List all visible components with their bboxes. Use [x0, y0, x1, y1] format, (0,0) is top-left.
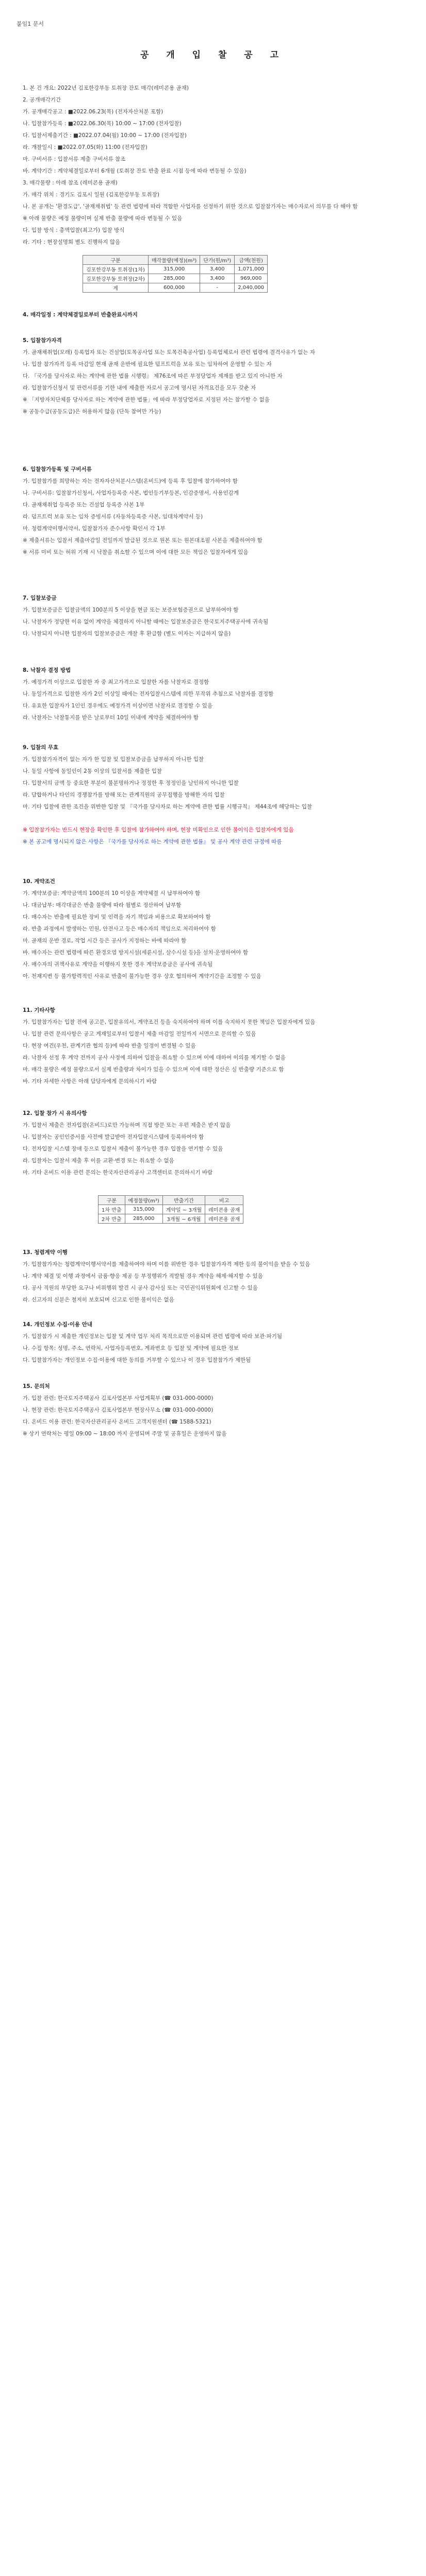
text-line: 가. 입찰참가자격이 없는 자가 한 입찰 및 입찰보증금을 납부하지 아니한 입찰: [23, 756, 204, 762]
warning-notice: ※ 입찰참가자는 반드시 현장을 확인한 후 입찰에 참가하여야 하며, 현장 미확인으로 인한 불이익은 입찰자에게 있음: [23, 827, 294, 833]
text-line: 다. 입찰서의 금액 등 중요한 부분이 불분명하거나 정정한 후 정정인을 날인하지 아니한 입찰: [23, 780, 239, 786]
text-line: 가. 예정가격 이상으로 입찰한 자 중 최고가격으로 입찰한 자를 낙찰자로 결정함: [23, 679, 209, 685]
table-header-cell: 단가(원/m³): [200, 256, 235, 265]
text-line: 바. 계약기간 : 계약체결일로부터 6개월 (토취장 잔토 반출 완료 시점 등에 따라 변동될 수 있음): [23, 168, 247, 174]
text-line: 2. 공개매각기간: [23, 97, 61, 103]
text-line: 라. 입찰참가신청서 및 관련서류를 기한 내에 제출한 자로서 공고에 명시된 자격요건을 모두 갖춘 자: [23, 385, 256, 391]
table-cell: 3개월 ~ 6개월: [162, 1214, 205, 1224]
table-header-cell: 비고: [205, 1196, 243, 1205]
table-cell: 레미콘용 골재: [205, 1205, 243, 1214]
text-line: 3. 매각물량 : 아래 참조 (레미콘용 골재): [23, 180, 118, 186]
schedule-table: [98, 1195, 243, 1224]
table-cell: 김포한강부동 토취장(2차): [83, 274, 149, 283]
table-cell: 315,000: [148, 265, 200, 274]
text-line: 다. 전자입찰 시스템 장애 등으로 입찰서 제출이 불가능한 경우 입찰을 연기할 수 있음: [23, 1146, 223, 1152]
section-heading: 6. 입찰참가등록 및 구비서류: [23, 466, 92, 472]
text-line: 1. 본 건 개요: 2022년 김포한강부동 토취장 잔토 매각(레미콘용 골재): [23, 85, 189, 91]
table-cell: 1차 반출: [99, 1205, 125, 1214]
table-header-cell: 구분: [99, 1196, 125, 1205]
section-heading: 4. 매각일정 : 계약체결일로부터 반출완료시까지: [23, 312, 138, 318]
document-header-label: 붙임1 문서: [17, 21, 44, 27]
table-cell: 레미콘용 골재: [205, 1214, 243, 1224]
table-header-cell: 금액(천원): [235, 256, 268, 265]
table-cell: 285,000: [125, 1214, 162, 1224]
section-1: [23, 82, 403, 248]
text-line: ※ 서류 미비 또는 허위 기재 시 낙찰을 취소할 수 있으며 이에 대한 모든 책임은 입찰자에게 있음: [23, 549, 249, 555]
text-line: 다. 공사 직원의 부당한 요구나 비위행위 발견 시 공사 감사실 또는 국민권익위원회에 신고할 수 있음: [23, 1285, 258, 1291]
notice-block: [23, 824, 403, 848]
table-header-row: [83, 256, 268, 265]
text-line: 다. 현장 여건(우천, 관계기관 협의 등)에 따라 반출 일정이 변경될 수 있음: [23, 1043, 196, 1049]
section-heading: 15. 문의처: [23, 1383, 50, 1389]
text-line: 마. 매각 물량은 예정 물량으로서 실제 반출량과 차이가 있을 수 있으며 이에 대한 정산은 실 반출량 기준으로 함: [23, 1066, 284, 1073]
table-cell: 2,040,000: [235, 283, 268, 293]
section-heading: 13. 청렴계약 이행: [23, 1249, 68, 1256]
text-line: 가. 입찰참가를 희망하는 자는 전자자산처분시스템(온비드)에 등록 후 입찰에 참가하여야 함: [23, 478, 238, 484]
section-heading: 12. 입찰 참가 시 유의사항: [23, 1110, 87, 1116]
text-line: 나. 입찰참가등록 : ■2022.06.30(목) 10:00 ~ 17:00 (전자입찰): [23, 121, 182, 127]
table-row: [99, 1214, 243, 1224]
section-5: [23, 335, 403, 418]
text-line: 마. 기타 온비드 이용 관련 문의는 한국자산관리공사 고객센터로 문의하시기 바람: [23, 1170, 213, 1176]
table-row: [83, 265, 268, 274]
section-10: [23, 876, 403, 982]
section-heading: 9. 입찰의 무효: [23, 744, 59, 751]
text-line: 나. 입찰 관련 문의사항은 공고 게재일로부터 입찰서 제출 마감일 전일까지 서면으로 문의할 수 있음: [23, 1031, 256, 1037]
text-line: 가. 입찰보증금은 입찰금액의 100분의 5 이상을 현금 또는 보증보험증권으로 납부하여야 함: [23, 607, 239, 613]
text-line: 마. 기타 입찰에 관한 조건을 위반한 입찰 및 『국가를 당사자로 하는 계약에 관한 법률 시행규칙』 제44조에 해당하는 입찰: [23, 804, 313, 810]
text-line: 다. 낙찰되지 아니한 입찰자의 입찰보증금은 개찰 후 환급함 (별도 이자는 지급하지 않음): [23, 631, 231, 637]
section-heading: 7. 입찰보증금: [23, 595, 57, 601]
section-6: [23, 464, 403, 558]
text-line: 마. 구비서류 : 입찰서류 제출 구비서류 참조: [23, 156, 126, 162]
text-line: 가. 계약보증금: 계약금액의 100분의 10 이상을 계약체결 시 납부하여야 함: [23, 890, 201, 896]
table-header-cell: 예정물량(m³): [125, 1196, 162, 1205]
text-line: 다. 골재채취업 등록증 또는 건설업 등록증 사본 1부: [23, 502, 145, 508]
text-line: 나. 계약 체결 및 이행 과정에서 금품·향응 제공 등 부정행위가 적발될 경우 계약을 해제·해지할 수 있음: [23, 1273, 263, 1279]
text-line: 다. 입찰 방식 : 총액입찰(최고가) 입찰 방식: [23, 227, 125, 233]
section-14: [23, 1319, 403, 1366]
section-heading: 10. 계약조건: [23, 878, 55, 885]
table-cell: 1,071,000: [235, 265, 268, 274]
text-line: 라. 신고자의 신분은 철저히 보호되며 신고로 인한 불이익은 없음: [23, 1297, 174, 1303]
section-heading: 8. 낙찰자 결정 방법: [23, 667, 71, 673]
table-cell: 김포한강부동 토취장(1차): [83, 265, 149, 274]
text-line: 나. 본 공개는 '환경도급', '골재채취법' 등 관련 법령에 따라 적합한 사업자를 선정하기 위한 것으로 입찰참가자는 매수자로서 의무를 다 해야 함: [23, 204, 358, 210]
text-line: 바. 기타 자세한 사항은 아래 담당자에게 문의하시기 바람: [23, 1078, 157, 1084]
section-12: [23, 1108, 403, 1179]
section-heading: 14. 개인정보 수집·이용 안내: [23, 1321, 92, 1328]
section-8: [23, 665, 403, 724]
document-title: 공 개 입 찰 공 고: [140, 50, 286, 60]
text-line: 가. 매각 위치 : 경기도 김포시 일원 (김포한강부동 토취장): [23, 192, 159, 198]
text-line: 아. 천재지변 등 불가항력적인 사유로 반출이 불가능한 경우 상호 협의하여 계약기간을 조정할 수 있음: [23, 973, 261, 979]
section-heading: 11. 기타사항: [23, 1007, 55, 1013]
table-header-row: [99, 1196, 243, 1205]
text-line: 다. 입찰참가자는 개인정보 수집·이용에 대한 동의를 거부할 수 있으나 이 경우 입찰참가가 제한됨: [23, 1357, 251, 1363]
text-line: 다. 온비드 이용 관련: 한국자산관리공사 온비드 고객지원센터 (☎ 1588-5321): [23, 1419, 211, 1425]
text-line: 가. 입찰 관련: 한국토지주택공사 김포사업본부 사업계획부 (☎ 031-000-0000): [23, 1395, 214, 1401]
text-line: 가. 골재채취업(모래) 등록업자 또는 건설업(토목공사업 또는 토목건축공사업) 등록업체로서 관련 법령에 결격사유가 없는 자: [23, 349, 315, 355]
section-13: [23, 1247, 403, 1306]
table-cell: 3,400: [200, 265, 235, 274]
text-line: 나. 입찰자는 공인인증서를 사전에 발급받아 전자입찰시스템에 등록하여야 함: [23, 1134, 204, 1140]
section-9: [23, 742, 403, 813]
table-cell: 3,400: [200, 274, 235, 283]
text-line: ※ 제출서류는 입찰서 제출마감일 전일까지 발급된 것으로 원본 또는 원본대조필 사본을 제출하여야 함: [23, 537, 263, 544]
table-cell: 969,000: [235, 274, 268, 283]
text-line: 가. 입찰참가 시 제출한 개인정보는 입찰 및 계약 업무 처리 목적으로만 이용되며 관련 법령에 따라 보관·파기됨: [23, 1333, 283, 1340]
section-15: [23, 1381, 403, 1440]
text-line: ※ 「지방자치단체를 당사자로 하는 계약에 관한 법률」에 따라 부정당업자로 지정된 자는 참가할 수 없음: [23, 397, 270, 403]
info-notice: ※ 본 공고에 명시되지 않은 사항은 『국가를 당사자로 하는 계약에 관한 법률』 및 공사 계약 관련 규정에 따름: [23, 839, 282, 845]
text-line: 나. 낙찰자가 정당한 이유 없이 계약을 체결하지 아니할 때에는 입찰보증금은 한국토지주택공사에 귀속됨: [23, 619, 269, 625]
sale-quantity-table: [83, 255, 268, 293]
text-line: 라. 낙찰자 선정 후 계약 전까지 공사 사정에 의하여 입찰을 취소할 수 있으며 이에 대하여 이의를 제기할 수 없음: [23, 1055, 286, 1061]
text-line: 마. 청렴계약이행서약서, 입찰참가자 준수사항 확인서 각 1부: [23, 526, 166, 532]
text-line: 라. 개찰일시 : ■2022.07.05(화) 11:00 (전자입찰): [23, 144, 148, 150]
text-line: 가. 입찰참가자는 청렴계약이행서약서를 제출하여야 하며 이를 위반한 경우 입찰참가자격 제한 등의 불이익을 받을 수 있음: [23, 1261, 310, 1267]
text-line: 다. 입찰서제출기간 : ■2022.07.04(월) 10:00 ~ 17:00 (전자입찰): [23, 132, 187, 139]
text-line: 다. 매수자는 반출에 필요한 장비 및 인력을 자기 책임과 비용으로 확보하여야 함: [23, 914, 211, 920]
table-row: [83, 274, 268, 283]
section-7: [23, 592, 403, 640]
table-row: [99, 1205, 243, 1214]
text-line: 가. 입찰서 제출은 전자입찰(온비드)로만 가능하며 직접 방문 또는 우편 제출은 받지 않음: [23, 1122, 231, 1128]
table-cell: 2차 반출: [99, 1214, 125, 1224]
text-line: 나. 대금납부: 매각대금은 반출 물량에 따라 월별로 정산하여 납부함: [23, 902, 182, 908]
text-line: 라. 기타 : 현장설명회 별도 진행하지 않음: [23, 239, 121, 245]
table-cell: 285,000: [148, 274, 200, 283]
text-line: 나. 동일가격으로 입찰한 자가 2인 이상일 때에는 전자입찰시스템에 의한 무작위 추첨으로 낙찰자를 결정함: [23, 691, 274, 697]
text-line: 나. 현장 관련: 한국토지주택공사 김포사업본부 현장사무소 (☎ 031-000-0000): [23, 1407, 214, 1413]
text-line: 다. 『국가를 당사자로 하는 계약에 관한 법률 시행령』 제76조에 따른 부정당업자 제재를 받고 있지 아니한 자: [23, 373, 283, 379]
table-cell: 600,000: [148, 283, 200, 293]
section-11: [23, 1005, 403, 1088]
text-line: 다. 유효한 입찰자가 1인인 경우에도 예정가격 이상이면 낙찰자로 결정할 수 있음: [23, 703, 212, 709]
table-cell: -: [200, 283, 235, 293]
text-line: 바. 매수자는 관련 법령에 따른 환경오염 방지시설(세륜시설, 살수시설 등)을 설치·운영하여야 함: [23, 950, 249, 956]
section-4-heading: [23, 309, 403, 321]
text-line: 라. 담합하거나 타인의 경쟁참가를 방해 또는 관계직원의 공무집행을 방해한 자의 입찰: [23, 792, 225, 798]
text-line: 라. 낙찰자는 낙찰통지를 받은 날로부터 10일 이내에 계약을 체결하여야 함: [23, 715, 199, 721]
table-cell: 315,000: [125, 1205, 162, 1214]
text-line: 나. 입찰 참가자격 등록 마감일 현재 골재 운반에 필요한 덤프트럭을 보유 또는 임차하여 운영할 수 있는 자: [23, 361, 272, 367]
text-line: 나. 구비서류: 입찰참가신청서, 사업자등록증 사본, 법인등기부등본, 인감증명서, 사용인감계: [23, 490, 239, 496]
text-line: ※ 상기 연락처는 평일 09:00 ~ 18:00 까지 운영되며 주말 및 공휴일은 운영하지 않음: [23, 1431, 227, 1437]
text-line: 나. 동일 사항에 동일인이 2통 이상의 입찰서를 제출한 입찰: [23, 768, 162, 774]
text-line: 사. 매수자의 귀책사유로 계약을 이행하지 못한 경우 계약보증금은 공사에 귀속됨: [23, 961, 213, 968]
text-line: 나. 수집 항목: 성명, 주소, 연락처, 사업자등록번호, 계좌번호 등 입찰 및 계약에 필요한 정보: [23, 1345, 239, 1351]
text-line: 라. 덤프트럭 보유 또는 임차 증빙서류 (자동차등록증 사본, 임대차계약서 등): [23, 514, 203, 520]
table-header-cell: 구분: [83, 256, 149, 265]
text-line: ※ 아래 물량은 예정 물량이며 실제 반출 물량에 따라 변동될 수 있음: [23, 215, 183, 222]
text-line: 가. 공개매각공고 : ■2022.06.23(목) (전자자산처분 포함): [23, 109, 163, 115]
text-line: 라. 입찰자는 입찰서 제출 후 이를 교환·변경 또는 취소할 수 없음: [23, 1158, 174, 1164]
table-cell: 계약일 ~ 3개월: [162, 1205, 205, 1214]
text-line: 라. 반출 과정에서 발생하는 민원, 안전사고 등은 매수자의 책임으로 처리하여야 함: [23, 926, 216, 932]
text-line: 마. 골재의 운반 경로, 작업 시간 등은 공사가 지정하는 바에 따라야 함: [23, 938, 187, 944]
text-line: 가. 입찰참가자는 입찰 전에 공고문, 입찰유의서, 계약조건 등을 숙지하여야 하며 이를 숙지하지 못한 책임은 입찰자에게 있음: [23, 1019, 316, 1025]
table-header-cell: 매각물량(예정)(m³): [148, 256, 200, 265]
table-header-cell: 반출기간: [162, 1196, 205, 1205]
text-line: ※ 공동수급(공동도급)은 허용하지 않음 (단독 참여만 가능): [23, 409, 161, 415]
table-cell: 계: [83, 283, 149, 293]
section-heading: 5. 입찰참가자격: [23, 337, 62, 344]
table-row: [83, 283, 268, 293]
